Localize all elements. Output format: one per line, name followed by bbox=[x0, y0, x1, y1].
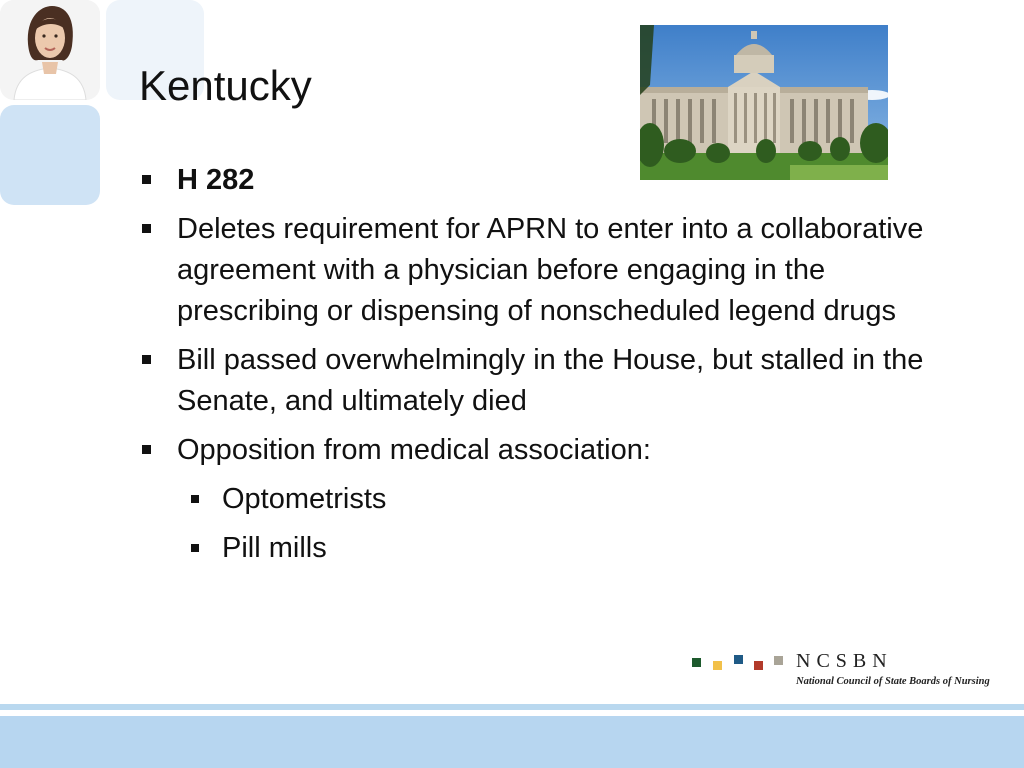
bullet-item-opposition bbox=[139, 430, 929, 471]
slide-title: Kentucky bbox=[139, 62, 312, 109]
logo-tagline: National Council of State Boards of Nursing bbox=[796, 676, 990, 687]
woman-portrait-image bbox=[0, 0, 100, 100]
bullet-text: Bill passed overwhelmingly in the House, but stalled in the Senate, and ultimately died bbox=[177, 344, 924, 417]
logo-square-gray-icon bbox=[774, 656, 783, 665]
sub-bullet-item bbox=[139, 528, 929, 569]
square-bullet-icon bbox=[142, 224, 151, 233]
decor-tile-left bbox=[0, 105, 100, 205]
logo-square-yellow-icon bbox=[713, 661, 722, 670]
sub-bullet-item bbox=[139, 479, 929, 520]
bullet-text: Opposition from medical association: bbox=[177, 434, 651, 466]
bullet-item-description bbox=[139, 209, 929, 332]
logo-square-red-icon bbox=[754, 661, 763, 670]
square-bullet-icon bbox=[142, 355, 151, 364]
bullet-text: H 282 bbox=[177, 164, 255, 196]
logo-square-green-icon bbox=[692, 658, 701, 667]
sub-bullet-text: Pill mills bbox=[222, 532, 327, 564]
bullet-list bbox=[139, 160, 929, 577]
square-bullet-icon bbox=[191, 544, 199, 552]
square-bullet-icon bbox=[142, 445, 151, 454]
bullet-item-status bbox=[139, 340, 929, 422]
ncsbn-logo bbox=[692, 650, 990, 692]
square-bullet-icon bbox=[191, 495, 199, 503]
footer-divider-line bbox=[0, 704, 1024, 710]
bullet-item-bill-number bbox=[139, 160, 929, 201]
footer-band bbox=[0, 716, 1024, 768]
square-bullet-icon bbox=[142, 175, 151, 184]
capitol-building-photo bbox=[640, 25, 888, 180]
bullet-text: Deletes requirement for APRN to enter into a collaborative agreement with a physician before engaging in the prescribing or dispensing of nonscheduled legend drugs bbox=[177, 213, 924, 327]
sub-bullet-text: Optometrists bbox=[222, 483, 387, 515]
portrait-photo bbox=[0, 0, 100, 100]
capitol-building-image bbox=[640, 25, 888, 180]
logo-name: NCSBN bbox=[796, 650, 893, 672]
logo-square-blue-icon bbox=[734, 655, 743, 664]
